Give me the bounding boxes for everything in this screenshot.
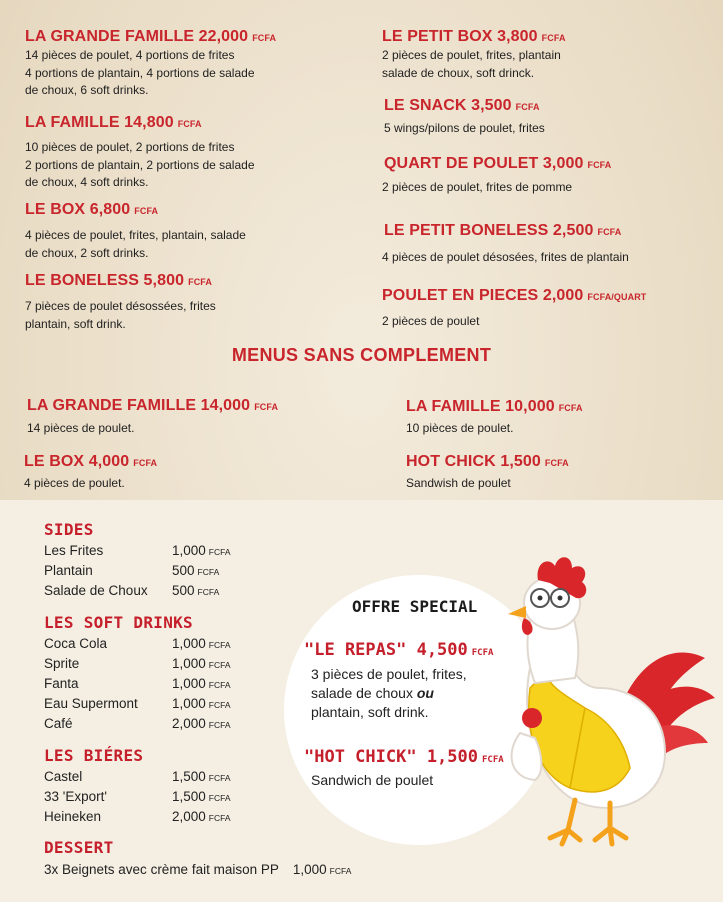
menu-title-famille-sans: LA FAMILLE 10,000 FCFA	[406, 398, 583, 415]
offre-hot-chick-desc: Sandwich de poulet	[311, 772, 434, 788]
menu-desc-petit-box: 2 pièces de poulet, frites, plantain salade de choux, soft drinck.	[382, 48, 561, 80]
dessert-heading: DESSERT	[44, 838, 114, 857]
list-item: Plantain 500 FCFA	[44, 563, 220, 578]
chicken-wing	[512, 733, 542, 780]
offre-special-title: OFFRE SPECIAL	[352, 597, 478, 616]
menu-desc-petit-boneless: 4 pièces de poulet désosées, frites de plantain	[382, 250, 629, 264]
list-item: Les Frites 1,000 FCFA	[44, 543, 231, 558]
list-item: Sprite 1,000 FCFA	[44, 656, 231, 671]
menu-title-snack: LE SNACK 3,500 FCFA	[384, 97, 540, 114]
section-heading-sans-complement: MENUS SANS COMPLEMENT	[231, 345, 492, 365]
chicken-mascot-illustration	[490, 548, 720, 848]
list-item: 33 'Export' 1,500 FCFA	[44, 789, 231, 804]
menu-desc-famille: 10 pièces de poulet, 2 portions de frites 2 portions de plantain, 2 portions de salade de choux, 4 soft drinks.	[25, 140, 255, 189]
menu-desc-snack: 5 wings/pilons de poulet, frites	[384, 121, 545, 135]
menu-desc-boneless: 7 pièces de poulet désossées, frites plantain, soft drink.	[25, 299, 216, 331]
list-item: Castel 1,500 FCFA	[44, 769, 231, 784]
menu-title-box-sans: LE BOX 4,000 FCFA	[24, 453, 158, 470]
list-item: Coca Cola 1,000 FCFA	[44, 636, 231, 651]
offre-repas-desc: 3 pièces de poulet, frites, salade de choux ou plantain, soft drink.	[311, 666, 467, 720]
menu-desc-grande-famille: 14 pièces de poulet, 4 portions de frites 4 portions de plantain, 4 portions de salade de choux, 6 soft drinks.	[25, 48, 255, 97]
menu-title-hot-chick-sans: HOT CHICK 1,500 FCFA	[406, 453, 569, 470]
chicken-leg-right	[595, 803, 626, 844]
menu-title-poulet-pieces: POULET EN PIECES 2,000 FCFA/QUART	[382, 287, 647, 304]
list-item: Salade de Choux 500 FCFA	[44, 583, 220, 598]
menu-title-famille: LA FAMILLE 14,800 FCFA	[25, 114, 202, 131]
menu-desc-quart: 2 pièces de poulet, frites de pomme	[382, 180, 573, 194]
list-item: Heineken 2,000 FCFA	[44, 809, 231, 824]
menu-title-grande-famille-sans: LA GRANDE FAMILLE 14,000 FCFA	[27, 397, 279, 414]
list-item: Eau Supermont 1,000 FCFA	[44, 696, 231, 711]
sides-heading: SIDES	[44, 520, 94, 539]
menu-title-quart: QUART DE POULET 3,000 FCFA	[384, 155, 612, 172]
menu-title-petit-boneless: LE PETIT BONELESS 2,500 FCFA	[384, 222, 622, 239]
chicken-leg-left	[550, 800, 580, 844]
menu-desc-grande-famille-sans: 14 pièces de poulet.	[27, 421, 135, 435]
chicken-beak	[508, 606, 526, 618]
list-item: Fanta 1,000 FCFA	[44, 676, 231, 691]
vest-badge-icon	[522, 708, 542, 728]
offre-hot-chick-title: "HOT CHICK" 1,500 FCFA	[304, 747, 504, 767]
menu-desc-hot-chick-sans: Sandwish de poulet	[406, 476, 511, 490]
menu-desc-poulet-pieces: 2 pièces de poulet	[382, 314, 480, 328]
dessert-item: 3x Beignets avec crème fait maison PP 1,000 FCFA	[44, 862, 352, 877]
bieres-heading: LES BIÉRES	[44, 746, 144, 765]
menu-title-box: LE BOX 6,800 FCFA	[25, 201, 159, 218]
menu-title-boneless: LE BONELESS 5,800 FCFA	[25, 272, 212, 289]
menu-title-grande-famille: LA GRANDE FAMILLE 22,000 FCFA	[25, 28, 277, 45]
menu-desc-box-sans: 4 pièces de poulet.	[24, 476, 125, 490]
offre-repas-title: "LE REPAS" 4,500 FCFA	[304, 640, 494, 660]
menu-title-petit-box: LE PETIT BOX 3,800 FCFA	[382, 28, 566, 45]
list-item: Café 2,000 FCFA	[44, 716, 231, 731]
menu-desc-box: 4 pièces de poulet, frites, plantain, salade de choux, 2 soft drinks.	[25, 228, 246, 260]
soft-drinks-heading: LES SOFT DRINKS	[44, 613, 193, 632]
menu-desc-famille-sans: 10 pièces de poulet.	[406, 421, 514, 435]
